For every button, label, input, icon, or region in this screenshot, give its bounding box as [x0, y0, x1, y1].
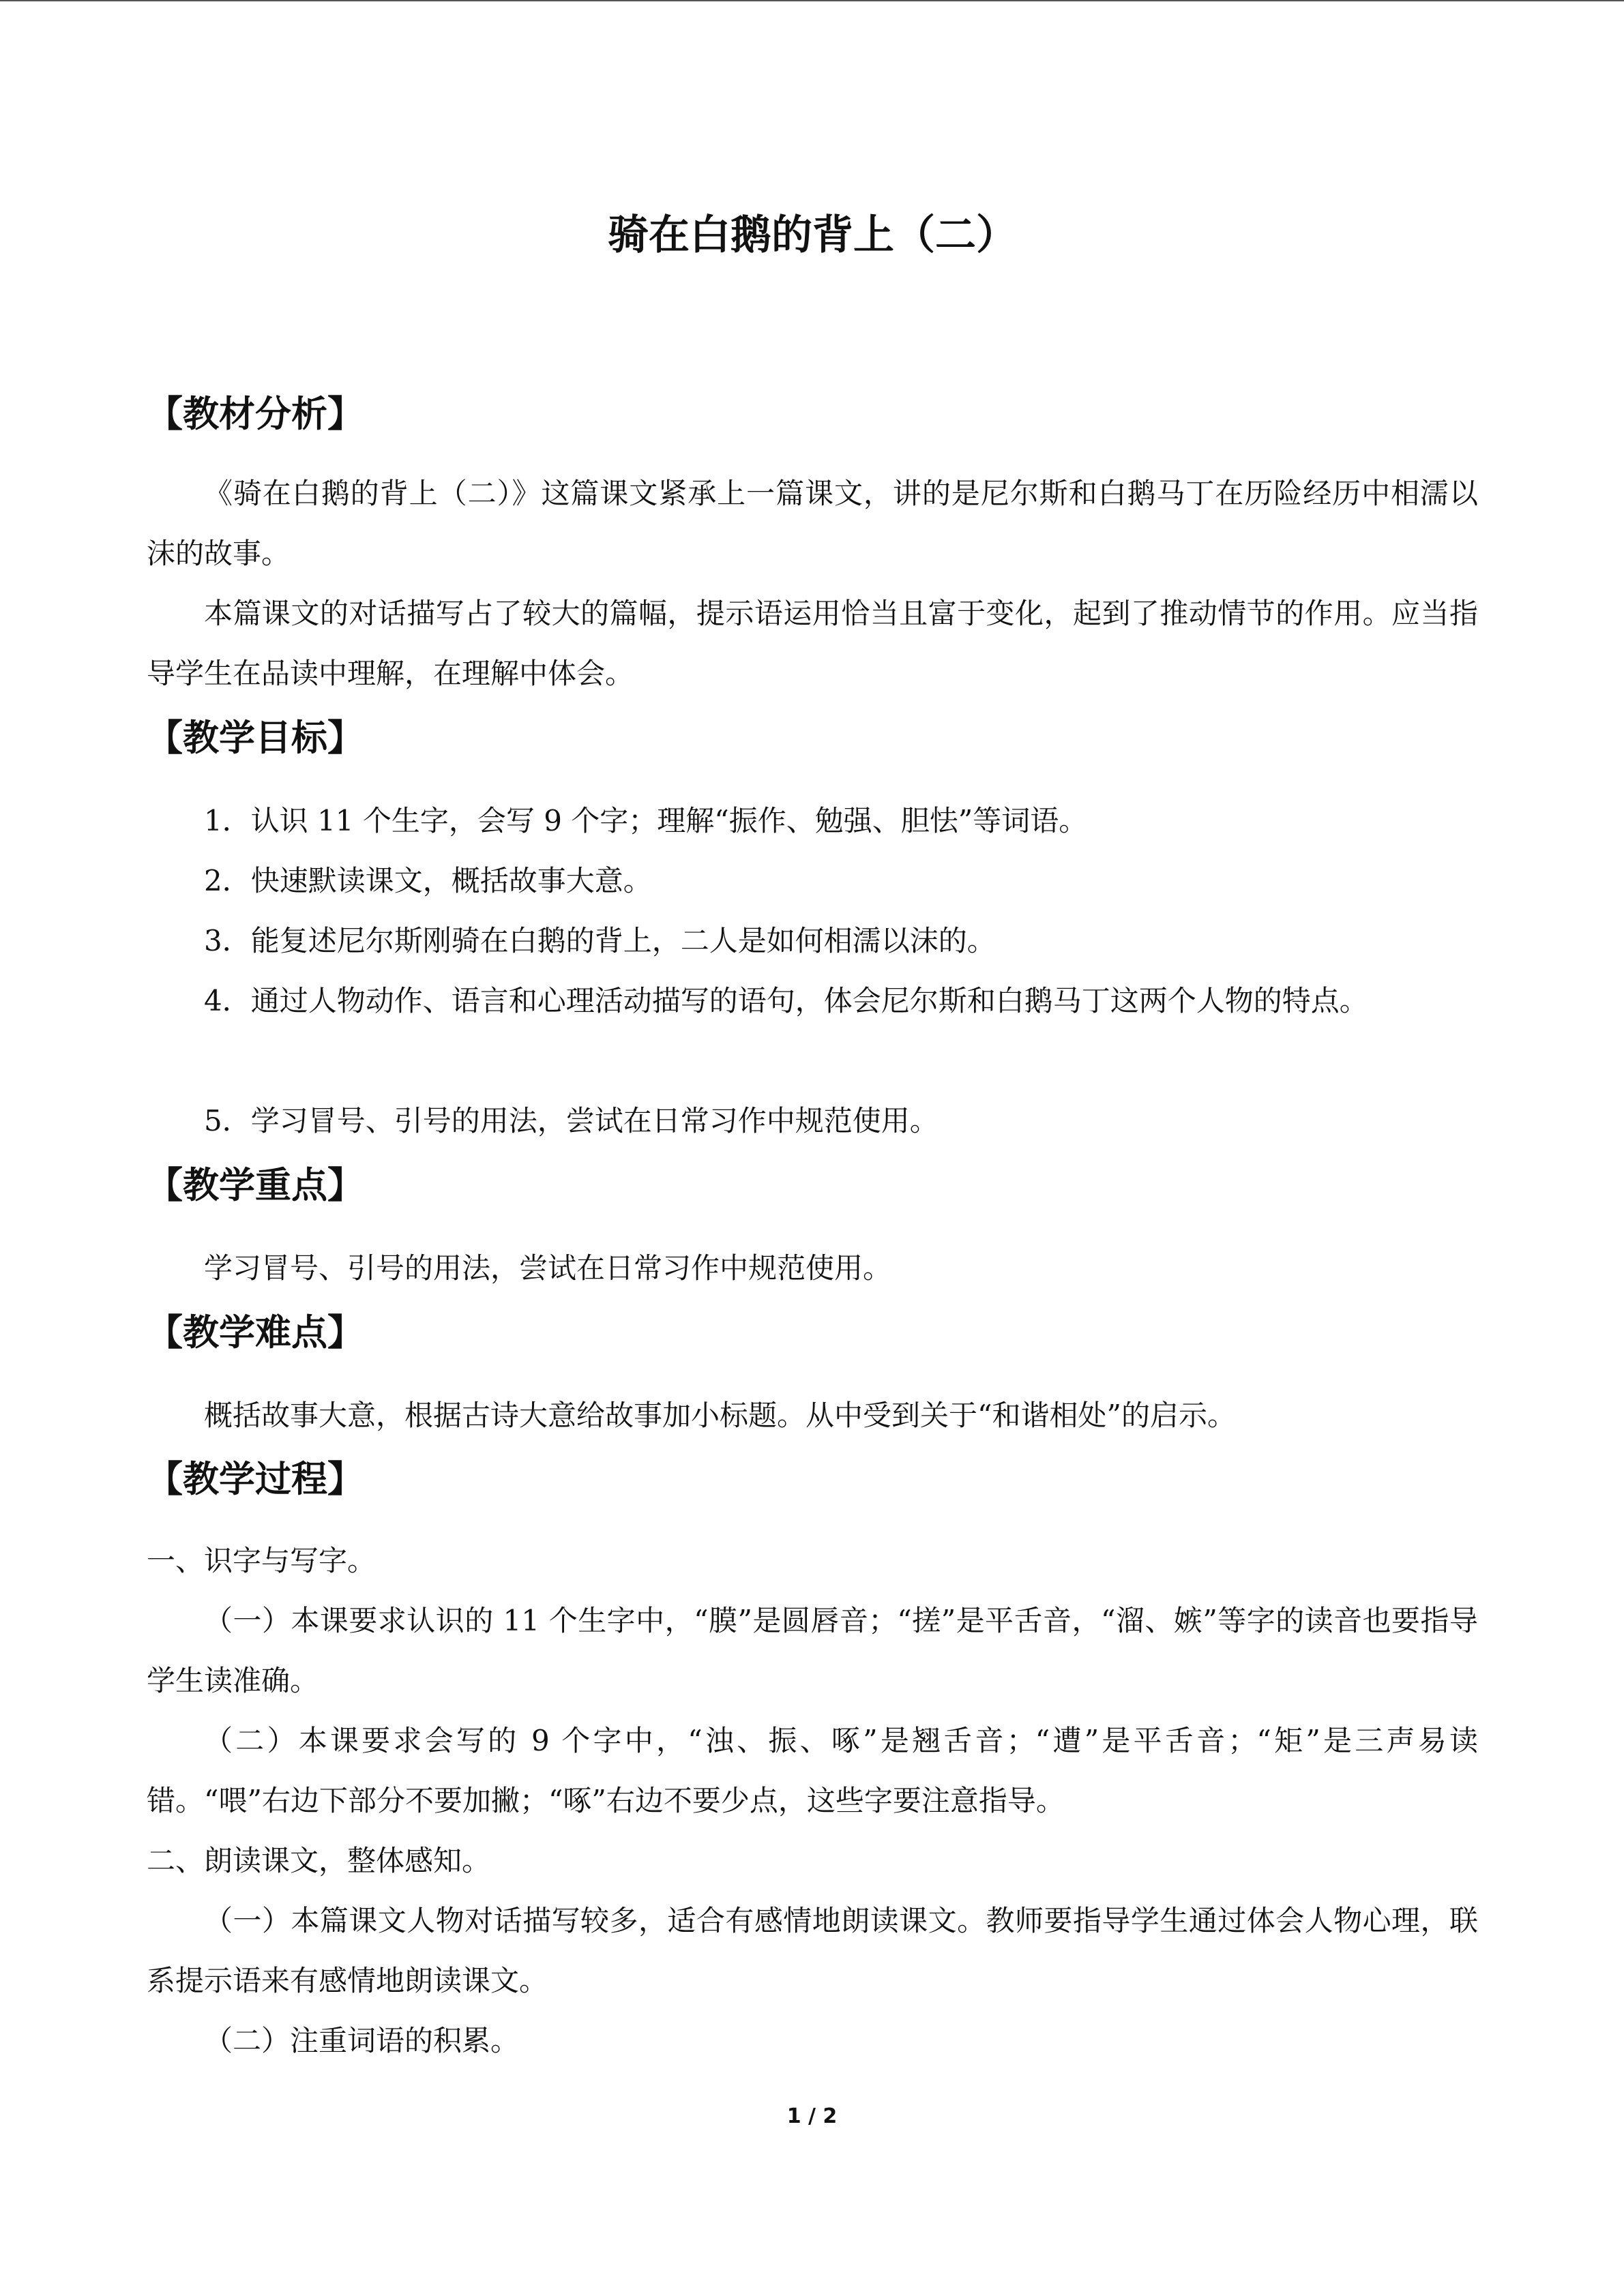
process-step-1: 一、识字与写字。 [147, 1544, 377, 1577]
process-step-2: 二、朗读课文，整体感知。 [147, 1844, 491, 1877]
heading-focus: 【教学重点】 [147, 1165, 364, 1206]
page-number: 1 / 2 [786, 2104, 838, 2128]
analysis-paragraph-1: 《骑在白鹅的背上（二）》这篇课文紧承上一篇课文，讲的是尼尔斯和白鹅马丁在历险经历中相濡以沫的故事。 [147, 477, 1478, 570]
process-step-1-b: （二）本课要求会写的 9 个字中，“浊、振、啄”是翘舌音；“遭”是平舌音；“矩”是三声易读错。“喂”右边下部分不要加撇；“啄”右边不要少点，这些字要注意指导。 [147, 1724, 1478, 1817]
heading-difficulty: 【教学难点】 [147, 1312, 364, 1354]
analysis-paragraph-2: 本篇课文的对话描写占了较大的篇幅，提示语运用恰当且富于变化，起到了推动情节的作用。应当指导学生在品读中理解，在理解中体会。 [147, 597, 1478, 690]
page-top-border [0, 0, 1624, 1]
document-title: 骑在白鹅的背上（二） [608, 211, 1017, 259]
heading-analysis: 【教材分析】 [147, 393, 364, 435]
process-step-2-a: （一）本篇课文人物对话描写较多，适合有感情地朗读课文。教师要指导学生通过体会人物心理，联系提示语来有感情地朗读课文。 [147, 1904, 1478, 1997]
heading-process: 【教学过程】 [147, 1459, 364, 1500]
process-step-1-a: （一）本课要求认识的 11 个生字中，“膜”是圆唇音；“搓”是平舌音，“溜、嫉”等字的读音也要指导学生读准确。 [147, 1604, 1478, 1697]
goal-item-4: 4．通过人物动作、语言和心理活动描写的语句，体会尼尔斯和白鹅马丁这两个人物的特点。 [204, 984, 1368, 1017]
focus-text: 学习冒号、引号的用法，尝试在日常习作中规范使用。 [204, 1251, 892, 1285]
goal-item-2: 2．快速默读课文，概括故事大意。 [204, 864, 652, 897]
process-step-2-b: （二）注重词语的积累。 [204, 2024, 520, 2057]
goal-item-1: 1．认识 11 个生字，会写 9 个字；理解“振作、勉强、胆怯”等词语。 [204, 804, 1088, 837]
goal-item-3: 3．能复述尼尔斯刚骑在白鹅的背上，二人是如何相濡以沫的。 [204, 924, 996, 957]
goal-item-5: 5．学习冒号、引号的用法，尝试在日常习作中规范使用。 [204, 1104, 939, 1137]
heading-goals: 【教学目标】 [147, 717, 364, 759]
difficulty-text: 概括故事大意，根据古诗大意给故事加小标题。从中受到关于“和谐相处”的启示。 [204, 1399, 1236, 1432]
